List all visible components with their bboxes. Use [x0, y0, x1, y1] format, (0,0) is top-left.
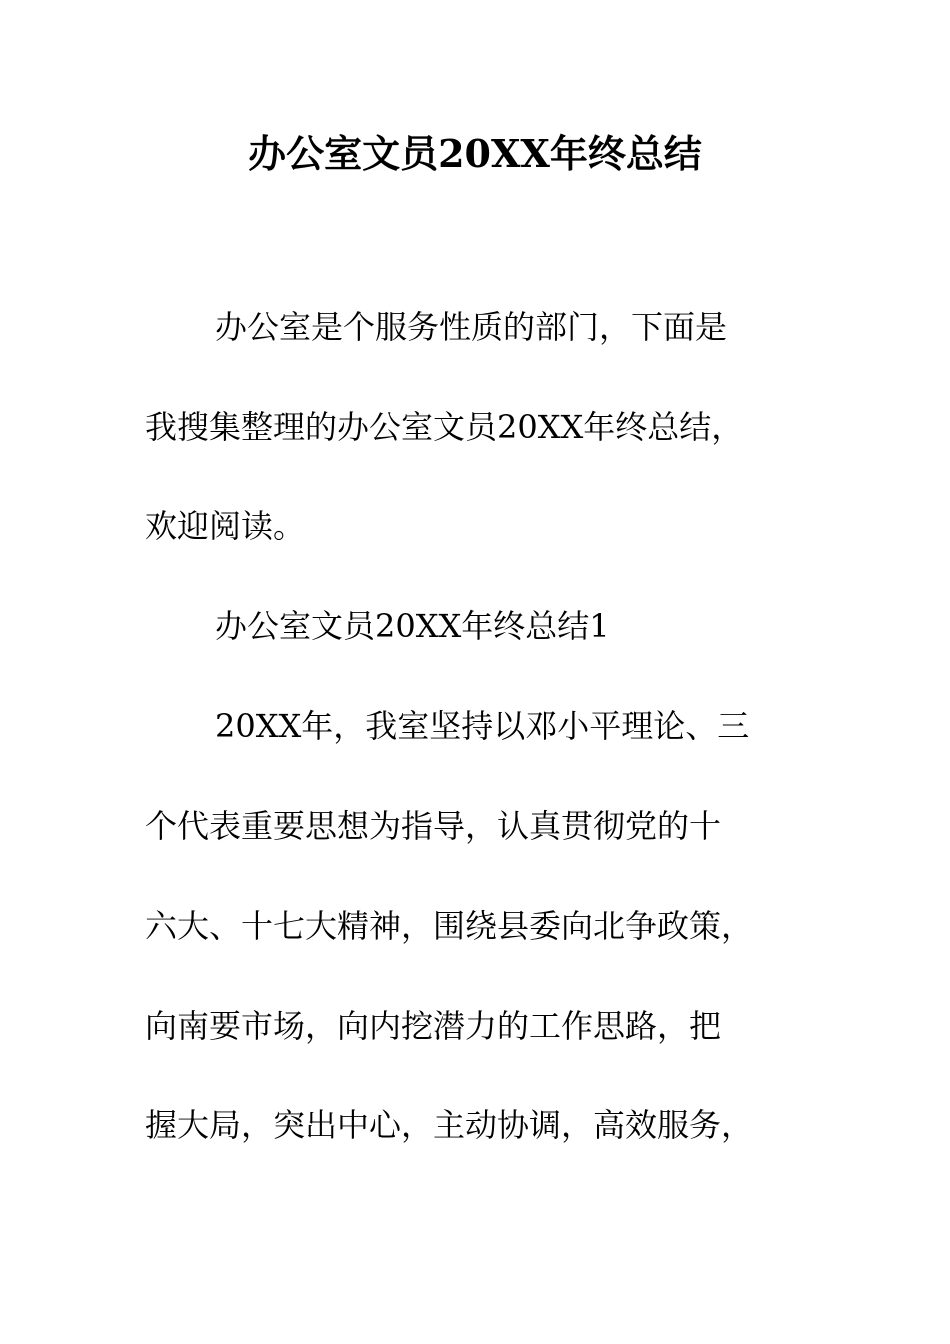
section-heading: 办公室文员20XX年终总结1 — [215, 607, 610, 645]
paragraph-intro-line-2: 我搜集整理的办公室文员20XX年终总结， — [145, 408, 744, 446]
paragraph-body-line-4: 向南要市场，向内挖潜力的工作思路，把 — [145, 1007, 722, 1045]
paragraph-body-line-2: 个代表重要思想为指导，认真贯彻党的十 — [145, 807, 722, 845]
paragraph-body-line-3: 六大、十七大精神，围绕县委向北争政策， — [145, 907, 754, 945]
paragraph-intro-line-3: 欢迎阅读。 — [145, 507, 306, 545]
paragraph-body-line-1: 20XX年，我室坚持以邓小平理论、三 — [215, 707, 750, 745]
document-title: 办公室文员20XX年终总结 — [248, 131, 702, 176]
paragraph-body-line-5: 握大局，突出中心，主动协调，高效服务， — [145, 1106, 754, 1144]
paragraph-intro-line-1: 办公室是个服务性质的部门，下面是 — [215, 308, 728, 346]
